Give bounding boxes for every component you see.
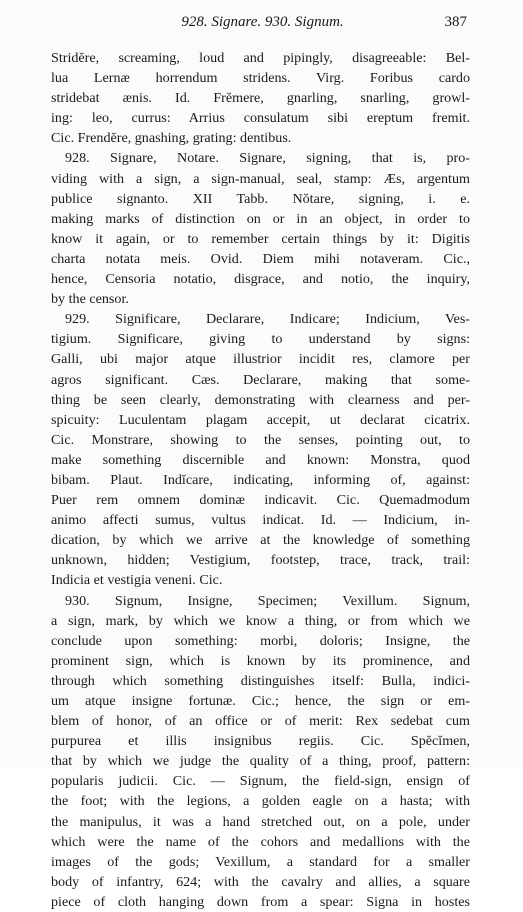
text-line: popularis judicii. Cic. — Signum, the field-sign, ensign of xyxy=(51,773,470,790)
text-line: animo affecti sumus, vultus indicat. Id. — Indicium, in- xyxy=(51,512,470,529)
text-line: piece of cloth hanging down from a spear: Signa in hostes xyxy=(51,893,470,910)
text-line: Cic. Monstrare, showing to the senses, pointing out, to xyxy=(51,431,470,448)
text-line: images of the gods; Vexillum, a standard for a smaller xyxy=(51,853,470,870)
text-line: tigium. Significare, giving to understand by signs: xyxy=(51,331,470,348)
text-line: Galli, ubi major atque illustrior incidit res, clamore per xyxy=(51,351,470,368)
text-line: by the censor. xyxy=(51,291,129,308)
text-line: Puer rem omnem dominæ indicavit. Cic. Quemadmodum xyxy=(51,492,470,509)
entry-930 xyxy=(51,591,470,912)
text-line: ing: leo, currus: Arrius consulatum sibi ereptum fremit. xyxy=(51,110,470,127)
text-line: body of infantry, 624; with the cavalry and allies, a square xyxy=(51,873,470,890)
entry-heading-line: 929. Significare, Declarare, Indicare; Indicium, Ves- xyxy=(65,311,470,328)
text-line: a sign, mark, by which we know a thing, or from which we xyxy=(51,612,470,629)
text-line: viding with a sign, a sign-manual, seal, stamp: Æs, argentum xyxy=(51,170,470,187)
text-line: Stridĕre, screaming, loud and pipingly, disagreeable: Bel- xyxy=(51,50,470,66)
entry-928 xyxy=(51,148,470,309)
text-line: bibam. Plaut. Indĭcare, indicating, informing of, against: xyxy=(51,471,470,488)
text-line: stridebat ænis. Id. Frĕmere, gnarling, snarling, growl- xyxy=(51,90,470,107)
running-header xyxy=(58,14,467,36)
text-line: Indicia et vestigia veneni. Cic. xyxy=(51,572,223,589)
page-number: 387 xyxy=(444,14,467,30)
entry-stridere xyxy=(51,48,470,148)
text-line: agros significant. Cæs. Declarare, making that some- xyxy=(51,371,470,388)
text-line: through which something distinguishes itself: Bulla, indici- xyxy=(51,672,470,689)
entry-929 xyxy=(51,309,470,590)
text-line: making marks of distinction on or in an object, in order to xyxy=(51,210,470,227)
text-line: spicuity: Luculentam plagam accepit, ut declarat cicatrix. xyxy=(51,411,470,428)
text-line: unknown, hidden; Vestigium, footstep, trace, track, trail: xyxy=(51,552,470,569)
text-line: conclude upon something: morbi, doloris; Insigne, the xyxy=(51,632,470,649)
text-line: the foot; with the legions, a golden eagle on a hasta; with xyxy=(51,793,470,810)
text-line: lua Lernæ horrendum stridens. Virg. Foribus cardo xyxy=(51,70,470,87)
entry-heading-line: 928. Signare, Notare. Signare, signing, that is, pro- xyxy=(65,150,470,167)
entry-heading-line: 930. Signum, Insigne, Specimen; Vexillum. Signum, xyxy=(65,592,470,609)
text-line: um atque insigne fortunæ. Cic.; hence, the sign or em- xyxy=(51,693,470,709)
page-body xyxy=(51,48,470,910)
text-line: blem of honor, of an office or of merit: Rex sedebat cum xyxy=(51,713,470,730)
text-line: dication, by which we arrive at the knowledge of something xyxy=(51,532,470,549)
text-line: make something discernible and known: Monstra, quod xyxy=(51,451,470,468)
running-title: 928. Signare. 930. Signum. xyxy=(181,14,344,30)
text-line: the manipulus, it was a hand stretched out, on a pole, under xyxy=(51,813,470,830)
text-line: charta notata meis. Ovid. Diem mihi notaveram. Cic., xyxy=(51,250,470,267)
text-line: know it again, or to remember certain things by it: Digitis xyxy=(51,230,470,247)
text-line: Cic. Frendĕre, gnashing, grating: dentibus. xyxy=(51,130,292,147)
text-line: publice signanto. XII Tabb. Nŏtare, signing, i. e. xyxy=(51,190,470,207)
text-line: hence, Censoria notatio, disgrace, and notio, the inquiry, xyxy=(51,271,470,288)
text-line: prominent sign, which is known by its prominence, and xyxy=(51,652,470,669)
text-line: purpurea et illis insignibus regiis. Cic. Spĕcĭmen, xyxy=(51,733,470,750)
text-line: which were the name of the cohors and medallions with the xyxy=(51,833,470,850)
text-line: thing be seen clearly, demonstrating with clearness and per- xyxy=(51,391,470,408)
text-line: that by which we judge the quality of a thing, proof, pattern: xyxy=(51,753,470,770)
